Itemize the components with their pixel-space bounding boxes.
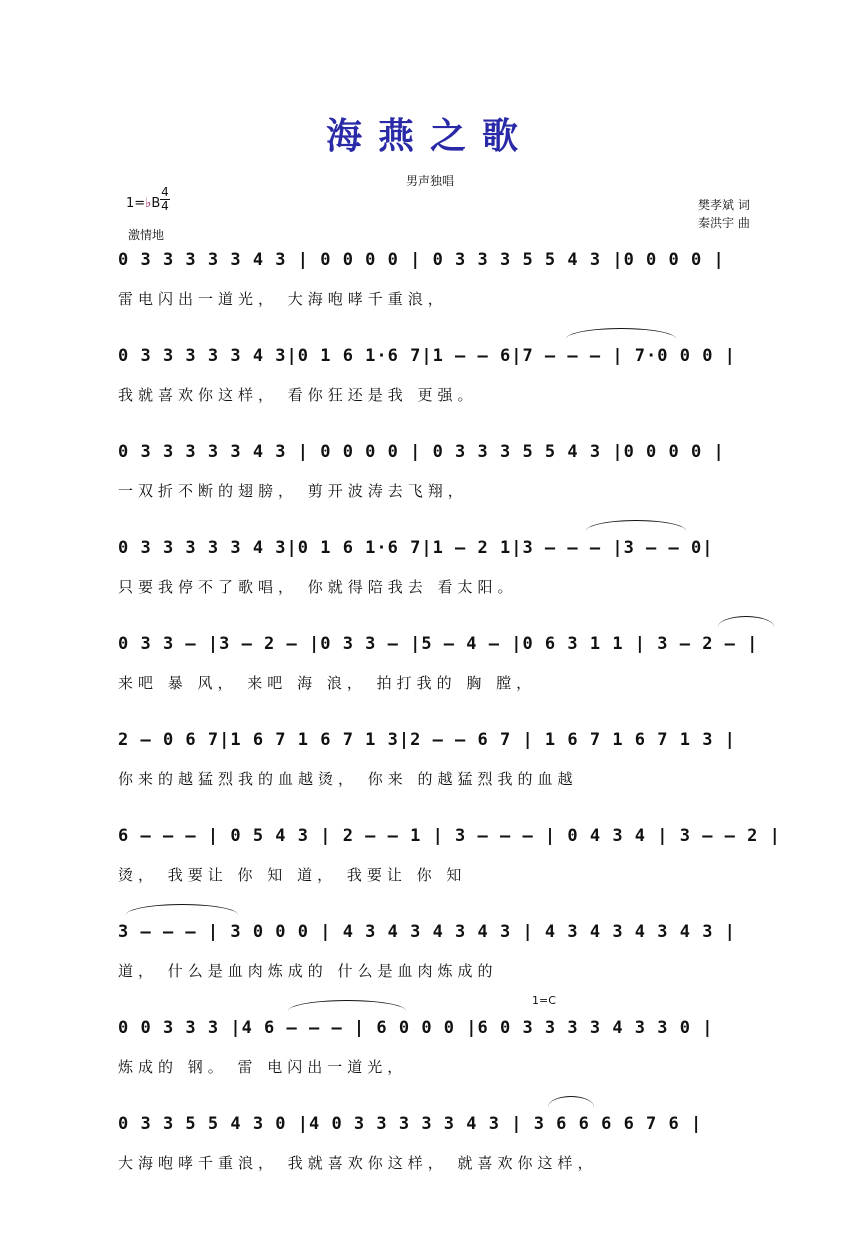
composer-credit: 秦洪宇 曲 [698, 216, 750, 230]
song-title: 海燕之歌 [325, 115, 534, 157]
key-change-marking: 1=C [532, 994, 556, 1007]
notation-line: 0 3 3 3 3 3 4 3|0 1 6 1·6 7|1 – 2 1|3 – – – |3 – – 0| [118, 538, 714, 558]
score-row-1 [118, 250, 778, 306]
score-row-5 [118, 634, 778, 690]
time-signature [160, 186, 170, 213]
lyric-line: 一双折不断的翅膀， 剪开波涛去飞翔， [118, 482, 468, 500]
score-row-10 [118, 1114, 778, 1170]
tie-arc [126, 904, 238, 915]
flat-icon: ♭ [145, 196, 152, 211]
key-signature [126, 196, 160, 211]
tempo-marking: 激情地 [128, 228, 165, 242]
lyric-line: 你来的越猛烈我的血越烫， 你来 的越猛烈我的血越 [118, 770, 578, 788]
lyric-line: 烫， 我要让 你 知 道， 我要让 你 知 [118, 866, 467, 884]
key-note: B [151, 196, 161, 211]
notation-line: 0 3 3 3 3 3 4 3|0 1 6 1·6 7|1 – – 6|7 – – – | 7·0 0 0 | [118, 346, 736, 366]
notation-line: 0 3 3 3 3 3 4 3 | 0 0 0 0 | 0 3 3 3 5 5 4 3 |0 0 0 0 | [118, 250, 725, 270]
notation-line: 0 3 3 – |3 – 2 – |0 3 3 – |5 – 4 – |0 6 3 1 1 | 3 – 2 – | [118, 634, 759, 654]
lyric-line: 只要我停不了歌唱， 你就得陪我去 看太阳。 [118, 578, 518, 596]
lyric-line: 来吧 暴 风， 来吧 海 浪， 拍打我的 胸 膛， [118, 674, 537, 692]
tie-arc [718, 616, 774, 627]
score-row-3 [118, 442, 778, 498]
notation-line: 6 – – – | 0 5 4 3 | 2 – – 1 | 3 – – – | 0 4 3 4 | 3 – – 2 | [118, 826, 781, 846]
notation-line: 0 0 3 3 3 |4 6 – – – | 6 0 0 0 |6 0 3 3 3 3 4 3 3 0 | [118, 1018, 714, 1038]
lyric-line: 大海咆哮千重浪， 我就喜欢你这样， 就喜欢你这样， [118, 1154, 598, 1172]
score-row-8 [118, 922, 778, 978]
time-bottom: 4 [161, 199, 169, 213]
lyric-line: 道， 什么是血肉炼成的 什么是血肉炼成的 [118, 962, 498, 980]
score-row-2 [118, 346, 778, 402]
score-row-7 [118, 826, 781, 884]
score-row-4 [118, 538, 778, 594]
lyric-line: 炼成的 钢。 雷 电闪出一道光， [118, 1058, 408, 1076]
notation-line: 3 – – – | 3 0 0 0 | 4 3 4 3 4 3 4 3 | 4 3 4 3 4 3 4 3 | [118, 922, 736, 942]
tie-arc [548, 1096, 594, 1107]
score-row-9 [118, 994, 778, 1076]
tie-arc [586, 520, 686, 531]
lyric-line: 雷电闪出一道光， 大海咆哮千重浪， [118, 290, 448, 308]
time-top: 4 [161, 185, 169, 199]
notation-line: 0 3 3 3 3 3 4 3 | 0 0 0 0 | 0 3 3 3 5 5 4 3 |0 0 0 0 | [118, 442, 725, 462]
tie-arc [288, 1000, 406, 1011]
song-subtitle: 男声独唱 [405, 174, 454, 188]
notation-line: 2 – 0 6 7|1 6 7 1 6 7 1 3|2 – – 6 7 | 1 6 7 1 6 7 1 3 | [118, 730, 736, 750]
notation-line: 0 3 3 5 5 4 3 0 |4 0 3 3 3 3 3 4 3 | 3 6 6 6 6 7 6 | [118, 1114, 703, 1134]
tie-arc [566, 328, 676, 339]
key-prefix: 1= [126, 196, 146, 211]
lyricist-credit: 樊孝斌 词 [698, 198, 750, 212]
lyric-line: 我就喜欢你这样， 看你狂还是我 更强。 [118, 386, 478, 404]
score-row-6 [118, 730, 778, 786]
